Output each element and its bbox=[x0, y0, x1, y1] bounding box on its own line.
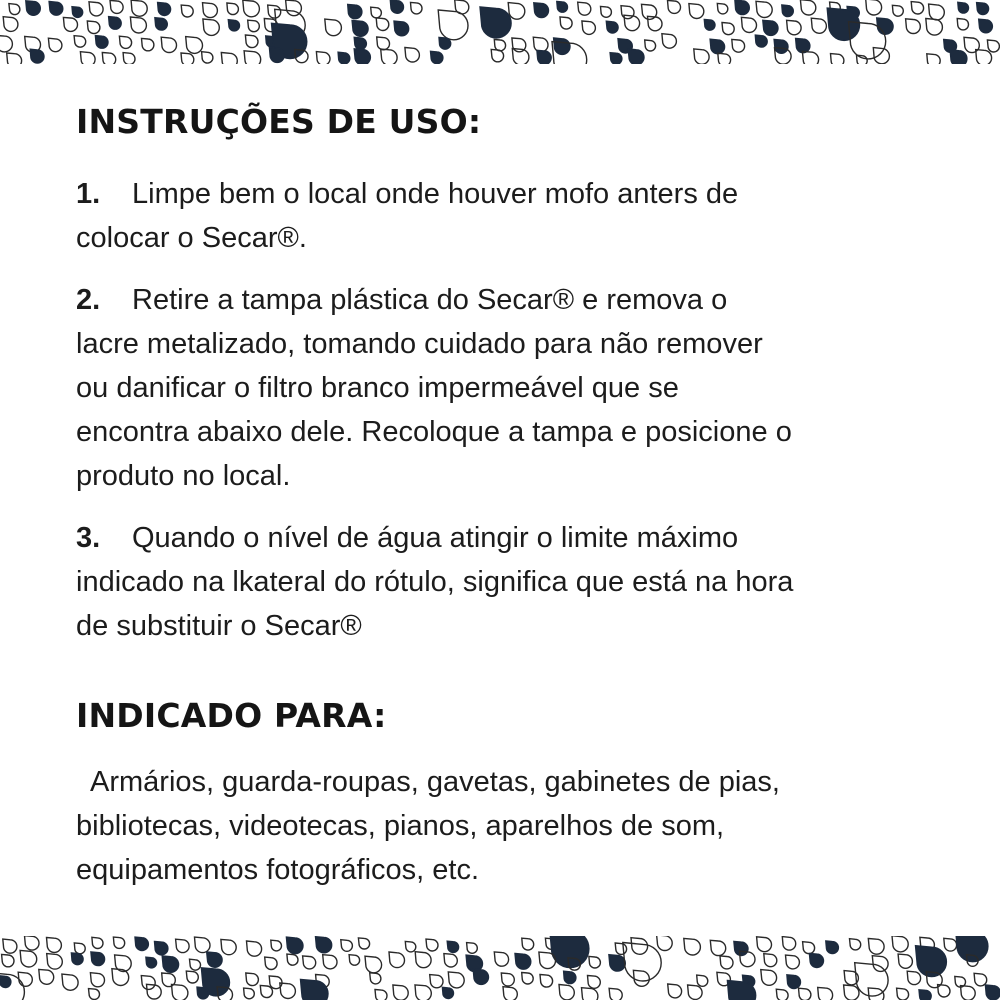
droplet-icon bbox=[534, 3, 549, 18]
droplet-icon bbox=[559, 985, 574, 1000]
droplet-icon bbox=[826, 941, 839, 954]
top-droplet-border bbox=[0, 0, 1000, 64]
droplet-icon bbox=[732, 39, 745, 52]
step-text: Quando o nível de água atingir o limite máximo indicado na lkateral do rótulo, significa que está na hora de substituir o Secar® bbox=[76, 522, 794, 642]
droplet-icon bbox=[63, 17, 77, 31]
droplet-icon bbox=[405, 941, 416, 952]
droplet-icon bbox=[221, 939, 236, 954]
droplet-icon bbox=[119, 36, 131, 48]
droplet-icon bbox=[974, 973, 987, 986]
droplet-icon bbox=[49, 2, 63, 16]
droplet-icon bbox=[537, 50, 551, 64]
droplet-icon bbox=[803, 942, 815, 954]
droplet-icon bbox=[358, 938, 369, 949]
droplet-icon bbox=[438, 10, 468, 40]
droplet-icon bbox=[415, 952, 431, 968]
droplet-icon bbox=[161, 37, 176, 52]
droplet-icon bbox=[582, 988, 598, 1000]
droplet-pattern-icon bbox=[0, 0, 1000, 64]
droplet-icon bbox=[799, 988, 811, 1000]
droplet-icon bbox=[348, 4, 362, 18]
droplet-icon bbox=[911, 2, 923, 14]
droplet-icon bbox=[757, 937, 772, 952]
droplet-icon bbox=[26, 1, 41, 16]
droplet-icon bbox=[349, 955, 360, 966]
droplet-icon bbox=[246, 973, 259, 986]
droplet-icon bbox=[589, 956, 601, 968]
droplet-icon bbox=[74, 36, 86, 48]
droplet-icon bbox=[761, 970, 777, 986]
droplet-icon bbox=[375, 990, 387, 1000]
droplet-icon bbox=[3, 17, 18, 32]
droplet-icon bbox=[610, 53, 622, 64]
droplet-icon bbox=[377, 37, 390, 50]
droplet-icon bbox=[381, 49, 397, 64]
droplet-icon bbox=[393, 985, 408, 1000]
droplet-icon bbox=[102, 53, 115, 65]
droplet-icon bbox=[662, 34, 676, 49]
droplet-icon bbox=[376, 18, 389, 31]
droplet-icon bbox=[782, 937, 795, 951]
droplet-icon bbox=[554, 38, 570, 54]
droplet-icon bbox=[609, 988, 622, 1000]
droplet-icon bbox=[47, 938, 62, 953]
droplet-icon bbox=[877, 18, 893, 34]
step-text: Retire a tampa plástica do Secar® e remova o lacre metalizado, tomando cuidado para não remover ou danificar o filtro branco impermeável que se encontra abaixo dele. Recoloque a tampa e posicione o produto no local. bbox=[76, 284, 792, 492]
droplet-icon bbox=[323, 955, 337, 969]
droplet-icon bbox=[186, 37, 203, 54]
droplet-icon bbox=[135, 937, 148, 950]
droplet-icon bbox=[564, 971, 576, 983]
droplet-icon bbox=[722, 23, 734, 35]
droplet-icon bbox=[855, 963, 888, 996]
droplet-icon bbox=[961, 986, 976, 1000]
droplet-icon bbox=[394, 21, 409, 36]
droplet-icon bbox=[741, 17, 756, 32]
droplet-icon bbox=[141, 976, 155, 990]
droplet-icon bbox=[919, 990, 931, 1000]
droplet-icon bbox=[697, 975, 708, 986]
droplet-icon bbox=[80, 52, 95, 64]
droplet-icon bbox=[718, 53, 731, 64]
droplet-icon bbox=[303, 956, 316, 969]
droplet-icon bbox=[91, 952, 105, 966]
droplet-icon bbox=[800, 0, 815, 15]
droplet-icon bbox=[0, 35, 12, 52]
droplet-icon bbox=[316, 937, 332, 953]
droplet-icon bbox=[606, 21, 618, 33]
droplet-icon bbox=[623, 943, 661, 982]
droplet-icon bbox=[601, 6, 612, 17]
droplet-icon bbox=[735, 0, 749, 15]
droplet-icon bbox=[195, 937, 210, 953]
droplet-icon bbox=[467, 943, 478, 954]
droplet-icon bbox=[228, 20, 239, 31]
droplet-icon bbox=[371, 7, 382, 18]
droplet-icon bbox=[976, 50, 992, 64]
indicated-text: Armários, guarda-roupas, gavetas, gabinetes de pias, bibliotecas, videotecas, pianos, aparelhos de som, equipamentos fotográficos, etc. bbox=[76, 766, 780, 886]
droplet-icon bbox=[782, 5, 794, 17]
droplet-icon bbox=[158, 3, 171, 16]
instructions-document bbox=[76, 96, 956, 892]
droplet-icon bbox=[645, 40, 656, 51]
droplet-icon bbox=[448, 972, 464, 988]
step-number: 3. bbox=[76, 522, 101, 554]
droplet-icon bbox=[873, 48, 889, 64]
droplet-icon bbox=[181, 53, 194, 64]
droplet-icon bbox=[131, 0, 147, 16]
droplet-icon bbox=[473, 969, 488, 984]
droplet-icon bbox=[508, 3, 525, 20]
droplet-icon bbox=[365, 956, 382, 973]
droplet-icon bbox=[684, 938, 701, 955]
droplet-icon bbox=[539, 952, 556, 969]
droplet-icon bbox=[944, 938, 957, 951]
droplet-icon bbox=[176, 939, 190, 952]
droplet-icon bbox=[2, 954, 14, 966]
droplet-icon bbox=[892, 5, 903, 16]
droplet-icon bbox=[985, 985, 1000, 1000]
droplet-icon bbox=[582, 21, 596, 34]
droplet-icon bbox=[286, 937, 303, 954]
droplet-icon bbox=[301, 979, 329, 1000]
droplet-icon bbox=[172, 984, 188, 1000]
droplet-icon bbox=[522, 938, 534, 950]
droplet-icon bbox=[631, 938, 648, 955]
droplet-icon bbox=[20, 950, 37, 967]
droplet-icon bbox=[494, 40, 505, 51]
indicated-heading: INDICADO PARA: bbox=[76, 696, 387, 735]
droplet-icon bbox=[71, 953, 83, 965]
droplet-pattern-icon bbox=[0, 936, 1000, 1000]
droplet-icon bbox=[389, 952, 405, 968]
droplet-icon bbox=[926, 19, 943, 36]
droplet-icon bbox=[247, 941, 262, 956]
droplet-icon bbox=[92, 937, 103, 948]
droplet-icon bbox=[25, 936, 39, 950]
droplet-icon bbox=[338, 52, 350, 64]
droplet-icon bbox=[628, 49, 644, 64]
droplet-icon bbox=[113, 937, 124, 948]
droplet-icon bbox=[203, 19, 219, 35]
droplet-icon bbox=[447, 941, 458, 952]
droplet-icon bbox=[90, 973, 104, 987]
droplet-icon bbox=[47, 954, 63, 970]
droplet-icon bbox=[557, 2, 568, 13]
droplet-icon bbox=[142, 38, 154, 50]
droplet-icon bbox=[764, 954, 777, 967]
droplet-icon bbox=[560, 17, 572, 29]
droplet-icon bbox=[977, 3, 989, 15]
droplet-icon bbox=[717, 3, 728, 14]
droplet-icon bbox=[48, 38, 62, 51]
droplet-icon bbox=[269, 47, 284, 62]
droplet-icon bbox=[578, 2, 591, 15]
bottom-droplet-border bbox=[0, 936, 1000, 1000]
droplet-icon bbox=[868, 939, 884, 955]
droplet-icon bbox=[316, 52, 330, 64]
droplet-icon bbox=[950, 50, 967, 64]
droplet-icon bbox=[787, 20, 802, 35]
droplet-icon bbox=[501, 973, 514, 986]
droplet-icon bbox=[221, 53, 237, 65]
droplet-icon bbox=[155, 942, 168, 955]
droplet-icon bbox=[181, 5, 193, 17]
step-text: Limpe bem o local onde houver mofo anters de colocar o Secar®. bbox=[76, 178, 739, 254]
droplet-icon bbox=[95, 36, 108, 49]
droplet-icon bbox=[411, 2, 422, 14]
droplet-icon bbox=[186, 971, 198, 983]
droplet-icon bbox=[203, 3, 218, 18]
droplet-icon bbox=[648, 16, 663, 31]
step-number: 2. bbox=[76, 284, 101, 316]
droplet-icon bbox=[796, 38, 810, 52]
droplet-icon bbox=[444, 954, 457, 967]
droplet-icon bbox=[633, 970, 649, 986]
droplet-icon bbox=[689, 4, 704, 19]
droplet-icon bbox=[720, 956, 733, 969]
droplet-icon bbox=[892, 936, 908, 952]
droplet-icon bbox=[271, 940, 282, 951]
droplet-icon bbox=[390, 0, 403, 13]
droplet-icon bbox=[248, 20, 260, 32]
droplet-icon bbox=[802, 51, 818, 64]
instruction-step-1 bbox=[76, 172, 796, 260]
droplet-icon bbox=[110, 0, 123, 13]
droplet-icon bbox=[7, 53, 22, 64]
droplet-icon bbox=[123, 53, 135, 64]
droplet-icon bbox=[190, 959, 201, 970]
instructions-heading: INSTRUÇÕES DE USO: bbox=[76, 102, 482, 141]
droplet-icon bbox=[89, 2, 103, 16]
droplet-icon bbox=[540, 975, 553, 988]
droplet-icon bbox=[162, 956, 178, 972]
droplet-icon bbox=[688, 985, 702, 1000]
droplet-icon bbox=[503, 987, 517, 1000]
droplet-icon bbox=[30, 49, 44, 63]
droplet-icon bbox=[958, 2, 969, 13]
droplet-icon bbox=[786, 955, 800, 969]
droplet-icon bbox=[956, 936, 988, 962]
droplet-icon bbox=[245, 35, 258, 48]
droplet-icon bbox=[62, 974, 78, 990]
droplet-icon bbox=[341, 940, 353, 952]
droplet-icon bbox=[3, 939, 17, 953]
droplet-icon bbox=[809, 953, 823, 967]
droplet-icon bbox=[146, 957, 157, 968]
droplet-icon bbox=[621, 6, 634, 19]
droplet-icon bbox=[588, 976, 601, 989]
droplet-icon bbox=[615, 943, 626, 954]
droplet-icon bbox=[704, 20, 715, 31]
droplet-icon bbox=[243, 0, 260, 17]
droplet-icon bbox=[9, 4, 20, 15]
droplet-icon bbox=[734, 941, 748, 955]
droplet-icon bbox=[522, 973, 534, 985]
droplet-icon bbox=[831, 54, 844, 64]
droplet-icon bbox=[827, 8, 859, 40]
droplet-icon bbox=[755, 35, 767, 47]
droplet-icon bbox=[197, 987, 209, 999]
droplet-icon bbox=[405, 48, 420, 63]
droplet-icon bbox=[265, 957, 277, 969]
droplet-icon bbox=[87, 21, 100, 34]
instruction-step-3 bbox=[76, 516, 796, 648]
droplet-icon bbox=[72, 7, 83, 18]
droplet-icon bbox=[89, 989, 100, 1000]
droplet-icon bbox=[710, 39, 724, 53]
droplet-icon bbox=[668, 984, 682, 998]
droplet-icon bbox=[227, 3, 239, 15]
droplet-icon bbox=[533, 37, 548, 52]
droplet-icon bbox=[756, 1, 772, 17]
droplet-icon bbox=[207, 952, 222, 967]
droplet-icon bbox=[979, 19, 993, 33]
droplet-icon bbox=[287, 954, 298, 965]
droplet-icon bbox=[354, 37, 366, 49]
droplet-icon bbox=[415, 985, 431, 1000]
step-number: 1. bbox=[76, 178, 101, 210]
droplet-icon bbox=[0, 976, 11, 988]
droplet-icon bbox=[442, 987, 453, 998]
droplet-icon bbox=[927, 54, 940, 64]
droplet-icon bbox=[325, 19, 342, 36]
droplet-icon bbox=[515, 954, 531, 970]
droplet-icon bbox=[866, 0, 882, 15]
droplet-icon bbox=[844, 985, 859, 1000]
droplet-icon bbox=[987, 40, 999, 52]
droplet-icon bbox=[609, 955, 625, 971]
instruction-step-2 bbox=[76, 278, 796, 498]
droplet-icon bbox=[109, 17, 122, 30]
droplet-icon bbox=[480, 7, 511, 38]
droplet-icon bbox=[694, 49, 709, 64]
droplet-icon bbox=[74, 943, 85, 954]
droplet-icon bbox=[929, 4, 945, 20]
droplet-icon bbox=[430, 975, 443, 988]
droplet-icon bbox=[370, 973, 381, 984]
instructions-list bbox=[76, 172, 956, 648]
droplet-icon bbox=[850, 939, 861, 950]
droplet-icon bbox=[426, 939, 438, 951]
droplet-icon bbox=[354, 49, 370, 64]
droplet-icon bbox=[202, 52, 213, 63]
droplet-icon bbox=[657, 936, 673, 951]
droplet-icon bbox=[957, 19, 968, 30]
droplet-icon bbox=[244, 51, 261, 64]
droplet-icon bbox=[494, 952, 508, 966]
droplet-icon bbox=[763, 20, 778, 35]
droplet-icon bbox=[39, 969, 54, 984]
droplet-icon bbox=[431, 51, 443, 63]
droplet-icon bbox=[898, 954, 912, 968]
droplet-icon bbox=[818, 987, 833, 1000]
droplet-icon bbox=[710, 940, 725, 955]
droplet-icon bbox=[787, 975, 801, 989]
droplet-icon bbox=[897, 988, 909, 1000]
droplet-icon bbox=[260, 985, 272, 997]
droplet-icon bbox=[811, 18, 826, 33]
droplet-icon bbox=[491, 49, 503, 61]
droplet-icon bbox=[872, 956, 888, 972]
droplet-icon bbox=[439, 37, 451, 49]
droplet-icon bbox=[776, 989, 788, 1000]
droplet-icon bbox=[906, 19, 921, 34]
droplet-icon bbox=[244, 988, 255, 999]
droplet-icon bbox=[155, 18, 167, 30]
droplet-icon bbox=[130, 17, 146, 33]
droplet-icon bbox=[774, 39, 788, 53]
droplet-icon bbox=[907, 971, 920, 984]
droplet-icon bbox=[268, 5, 281, 18]
droplet-icon bbox=[352, 21, 368, 37]
droplet-icon bbox=[18, 972, 32, 986]
droplet-icon bbox=[668, 0, 681, 13]
